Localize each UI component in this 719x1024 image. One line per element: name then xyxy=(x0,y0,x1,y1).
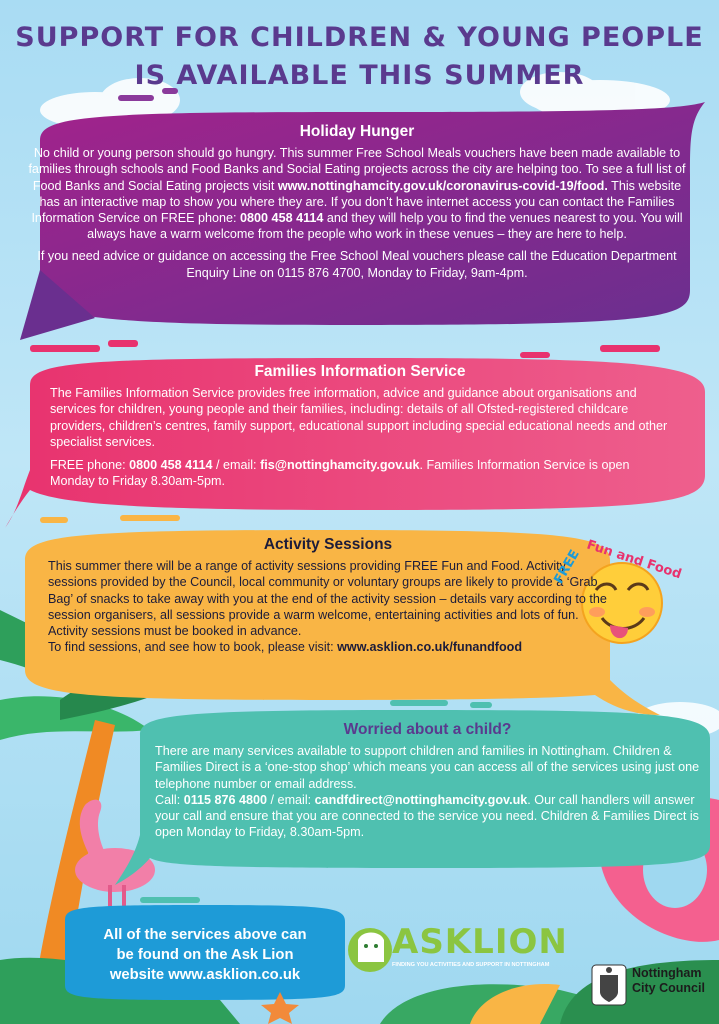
food-link[interactable]: www.nottinghamcity.gov.uk/coronavirus-covid-19/food. xyxy=(277,178,608,193)
cta-line2: be found on the Ask Lion xyxy=(116,947,294,963)
fis-contact-b: / email: xyxy=(212,458,261,473)
holiday-hunger-paragraph xyxy=(22,145,692,242)
activity-link-line xyxy=(48,639,608,655)
worried-contact-b: / email: xyxy=(267,792,315,807)
fis-contact-phone: 0800 458 4114 xyxy=(129,458,213,473)
worried-contact xyxy=(155,792,700,841)
funandfood-link[interactable]: www.asklion.co.uk/funandfood xyxy=(337,640,523,655)
poster-title-line2: IS AVAILABLE THIS SUMMER xyxy=(134,60,585,91)
council-name-line1: Nottingham xyxy=(632,966,702,980)
fis-contact xyxy=(50,457,670,489)
free-word: FREE xyxy=(551,547,583,587)
worried-paragraph: There are many services available to support children and families in Nottingham. Children & Families Direct is a ‘one-stop shop’ which means you can access all of the services using just one telephone number or email address. xyxy=(155,744,700,791)
fun-and-food-words: Fun and Food xyxy=(584,537,684,583)
holiday-hunger-section xyxy=(22,124,692,281)
fis-email-link[interactable]: fis@nottinghamcity.gov.uk xyxy=(260,458,420,473)
activity-heading: Activity Sessions xyxy=(263,536,393,553)
fis-paragraph: The Families Information Service provides free information, advice and guidance about organisations and services for children, young people and their families, including: details of all Ofsted-registered childcare providers, children’s centres, family support, educational support including special educational needs and other specialist services. xyxy=(50,386,668,449)
council-crest-logo xyxy=(592,965,626,1005)
holiday-hunger-text-b: This website has an interactive map to show you where they are. If you don’t have internet access you can contact the Families Information Service on FREE phone: xyxy=(31,178,682,226)
fis-contact-c: . Families Information Service is open Monday to Friday 8.30am-5pm. xyxy=(50,458,630,489)
nottingham-city-council-logo xyxy=(632,966,705,995)
council-name-line2: City Council xyxy=(632,980,705,995)
worried-contact-c: . Our call handlers will answer your call and ensure that you are connected to the service you need. Children & Families Direct is open Monday to Friday, 8.30am-5pm. xyxy=(155,792,699,840)
fis-contact-a: FREE phone: xyxy=(50,458,130,473)
asklion-cta xyxy=(70,925,340,985)
worried-phone: 0115 876 4800 xyxy=(183,792,268,807)
activity-link-text: To find sessions, and see how to book, please visit: xyxy=(48,640,338,655)
worried-contact-a: Call: xyxy=(155,792,184,807)
activity-section xyxy=(48,537,608,655)
cta-line3[interactable]: website www.asklion.co.uk xyxy=(109,967,301,983)
free-fun-and-food-label xyxy=(551,518,716,588)
fis-phone: 0800 458 4114 xyxy=(240,211,324,226)
holiday-hunger-heading: Holiday Hunger xyxy=(299,123,415,140)
activity-paragraph: This summer there will be a range of activity sessions providing FREE Fun and Food. Activity sessions provided by the Council, local community or voluntary groups are likely to provide a ‘Grab Bag’ of snacks to take away with you at the end of the activity session – details vary according to the session organisers, all sessions provide a warm welcome, entertaining activities and lots of fun. Activity sessions must be booked in advance. xyxy=(48,559,607,639)
worried-heading: Worried about a child? xyxy=(343,721,512,738)
candfdirect-email-link[interactable]: candfdirect@nottinghamcity.gov.uk xyxy=(314,792,528,807)
fis-heading: Families Information Service xyxy=(254,363,466,380)
holiday-hunger-text-c: and they will help you to find the venues nearest to you. You will always have a warm welcome from the people who work in these venues – they are here to help. xyxy=(87,211,683,242)
holiday-hunger-advice: If you need advice or guidance on accessing the Free School Meal vouchers please call the Education Department Enquiry Line on 0115 876 4700, Monday to Friday, 9am-4pm. xyxy=(37,249,677,280)
asklion-logo-tagline: FINDING YOU ACTIVITIES AND SUPPORT IN NOTTINGHAM xyxy=(392,962,550,968)
poster-title-line1: SUPPORT FOR CHILDREN & YOUNG PEOPLE xyxy=(15,22,704,53)
cta-line1: All of the services above can xyxy=(103,927,307,943)
holiday-hunger-text-a: No child or young person should go hungry. This summer Free School Meals vouchers have been made available to families through schools and Food Banks and Social Eating projects across the city are helping too. To see a full list of Food Banks and Social Eating projects visit xyxy=(28,146,686,193)
asklion-lion-logo xyxy=(348,928,392,972)
worried-section xyxy=(155,722,700,840)
fis-section xyxy=(50,364,670,489)
asklion-logo-text: ASKLION xyxy=(392,922,568,962)
